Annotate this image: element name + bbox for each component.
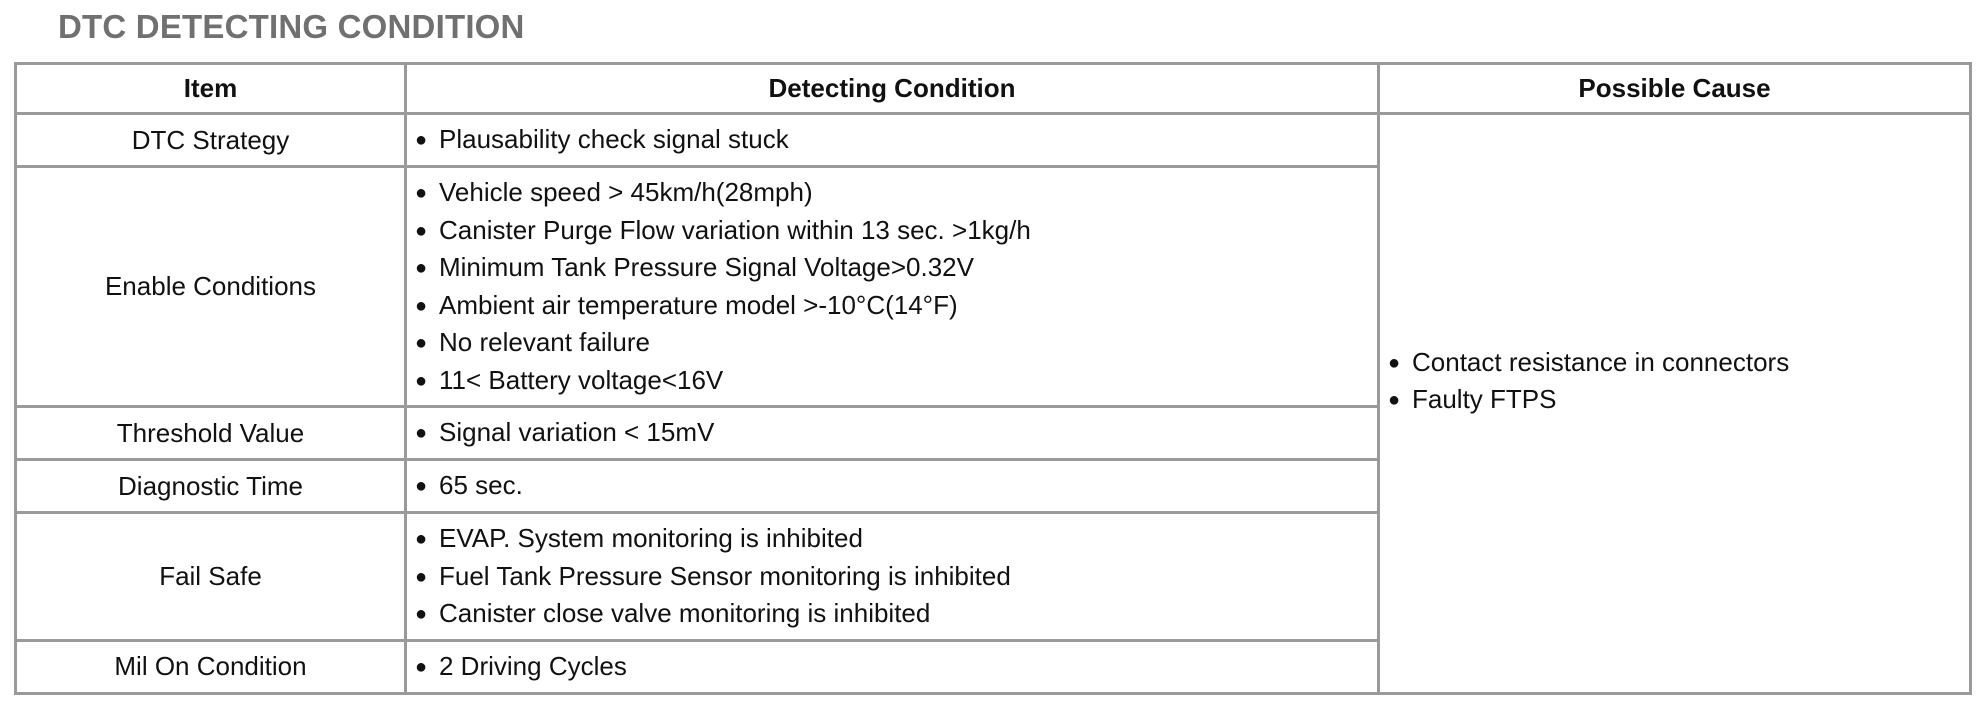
condition-text: Ambient air temperature model >-10°C(14°F): [439, 289, 958, 320]
possible-cause-list: [1388, 344, 1959, 419]
bullet-icon: ●: [415, 655, 428, 678]
condition-cell: [406, 640, 1379, 693]
condition-text: Vehicle speed > 45km/h(28mph): [439, 177, 813, 207]
bullet-icon: ●: [415, 294, 428, 317]
condition-text: 2 Driving Cycles: [439, 650, 627, 681]
column-header-possible-cause: Possible Cause: [1379, 64, 1971, 114]
condition-text: Fuel Tank Pressure Sensor monitoring is inhibited: [439, 560, 1011, 591]
item-cell: Fail Safe: [16, 513, 406, 641]
condition-text: EVAP. System monitoring is inhibited: [439, 523, 863, 553]
condition-text: Signal variation < 15mV: [439, 417, 715, 448]
possible-cause-cell: [1379, 114, 1971, 694]
bullet-icon: ●: [415, 422, 428, 445]
table-row-dtc-strategy: [16, 114, 1971, 167]
bullet-icon: ●: [415, 182, 428, 204]
bullet-icon: ●: [415, 603, 428, 625]
condition-bullet-item: [415, 595, 1367, 633]
condition-bullet-item: [415, 558, 1367, 596]
condition-text: Plausability check signal stuck: [439, 124, 789, 155]
page-title: DTC DETECTING CONDITION: [58, 8, 525, 45]
bullet-icon: ●: [415, 528, 428, 550]
condition-cell: [406, 460, 1379, 513]
bullet-icon: ●: [415, 369, 428, 392]
bullet-icon: ●: [1388, 351, 1401, 374]
condition-bullet-item: [415, 648, 1367, 686]
condition-text: Canister close valve monitoring is inhibited: [439, 598, 931, 628]
item-cell: DTC Strategy: [16, 114, 406, 167]
condition-bullet-item: [415, 212, 1367, 250]
bullet-icon: ●: [415, 332, 428, 354]
condition-cell: [406, 407, 1379, 460]
bullet-icon: ●: [415, 219, 428, 242]
item-cell: Mil On Condition: [16, 640, 406, 693]
column-header-item: Item: [16, 64, 406, 114]
condition-text: Canister Purge Flow variation within 13 sec. >1kg/h: [439, 214, 1031, 245]
bullet-icon: ●: [415, 475, 428, 498]
item-cell: Threshold Value: [16, 407, 406, 460]
condition-text: No relevant failure: [439, 327, 650, 357]
condition-bullet-item: [415, 467, 1367, 505]
condition-bullet-item: [415, 174, 1367, 212]
condition-cell: [406, 513, 1379, 641]
condition-text: 65 sec.: [439, 470, 523, 501]
column-header-detecting-condition: Detecting Condition: [406, 64, 1379, 114]
cause-bullet-item: [1388, 381, 1959, 419]
condition-bullet-item: [415, 287, 1367, 325]
condition-cell: [406, 114, 1379, 167]
item-cell: Enable Conditions: [16, 167, 406, 407]
condition-bullet-item: [415, 324, 1367, 362]
condition-text: 11< Battery voltage<16V: [439, 364, 724, 395]
condition-bullet-item: [415, 249, 1367, 287]
condition-bullet-item: [415, 520, 1367, 558]
dtc-detecting-condition-table: [14, 62, 1972, 695]
cause-text: Faulty FTPS: [1412, 384, 1557, 415]
bullet-icon: ●: [415, 257, 428, 279]
condition-bullet-item: [415, 414, 1367, 452]
condition-cell: [406, 167, 1379, 407]
bullet-icon: ●: [415, 129, 428, 152]
bullet-icon: ●: [415, 565, 428, 588]
bullet-icon: ●: [1388, 389, 1401, 412]
cause-text: Contact resistance in connectors: [1412, 346, 1790, 377]
condition-bullet-item: [415, 121, 1367, 159]
table-header-row: [16, 64, 1971, 114]
condition-text: Minimum Tank Pressure Signal Voltage>0.32V: [439, 252, 974, 282]
item-cell: Diagnostic Time: [16, 460, 406, 513]
cause-bullet-item: [1388, 344, 1959, 382]
condition-bullet-item: [415, 362, 1367, 400]
